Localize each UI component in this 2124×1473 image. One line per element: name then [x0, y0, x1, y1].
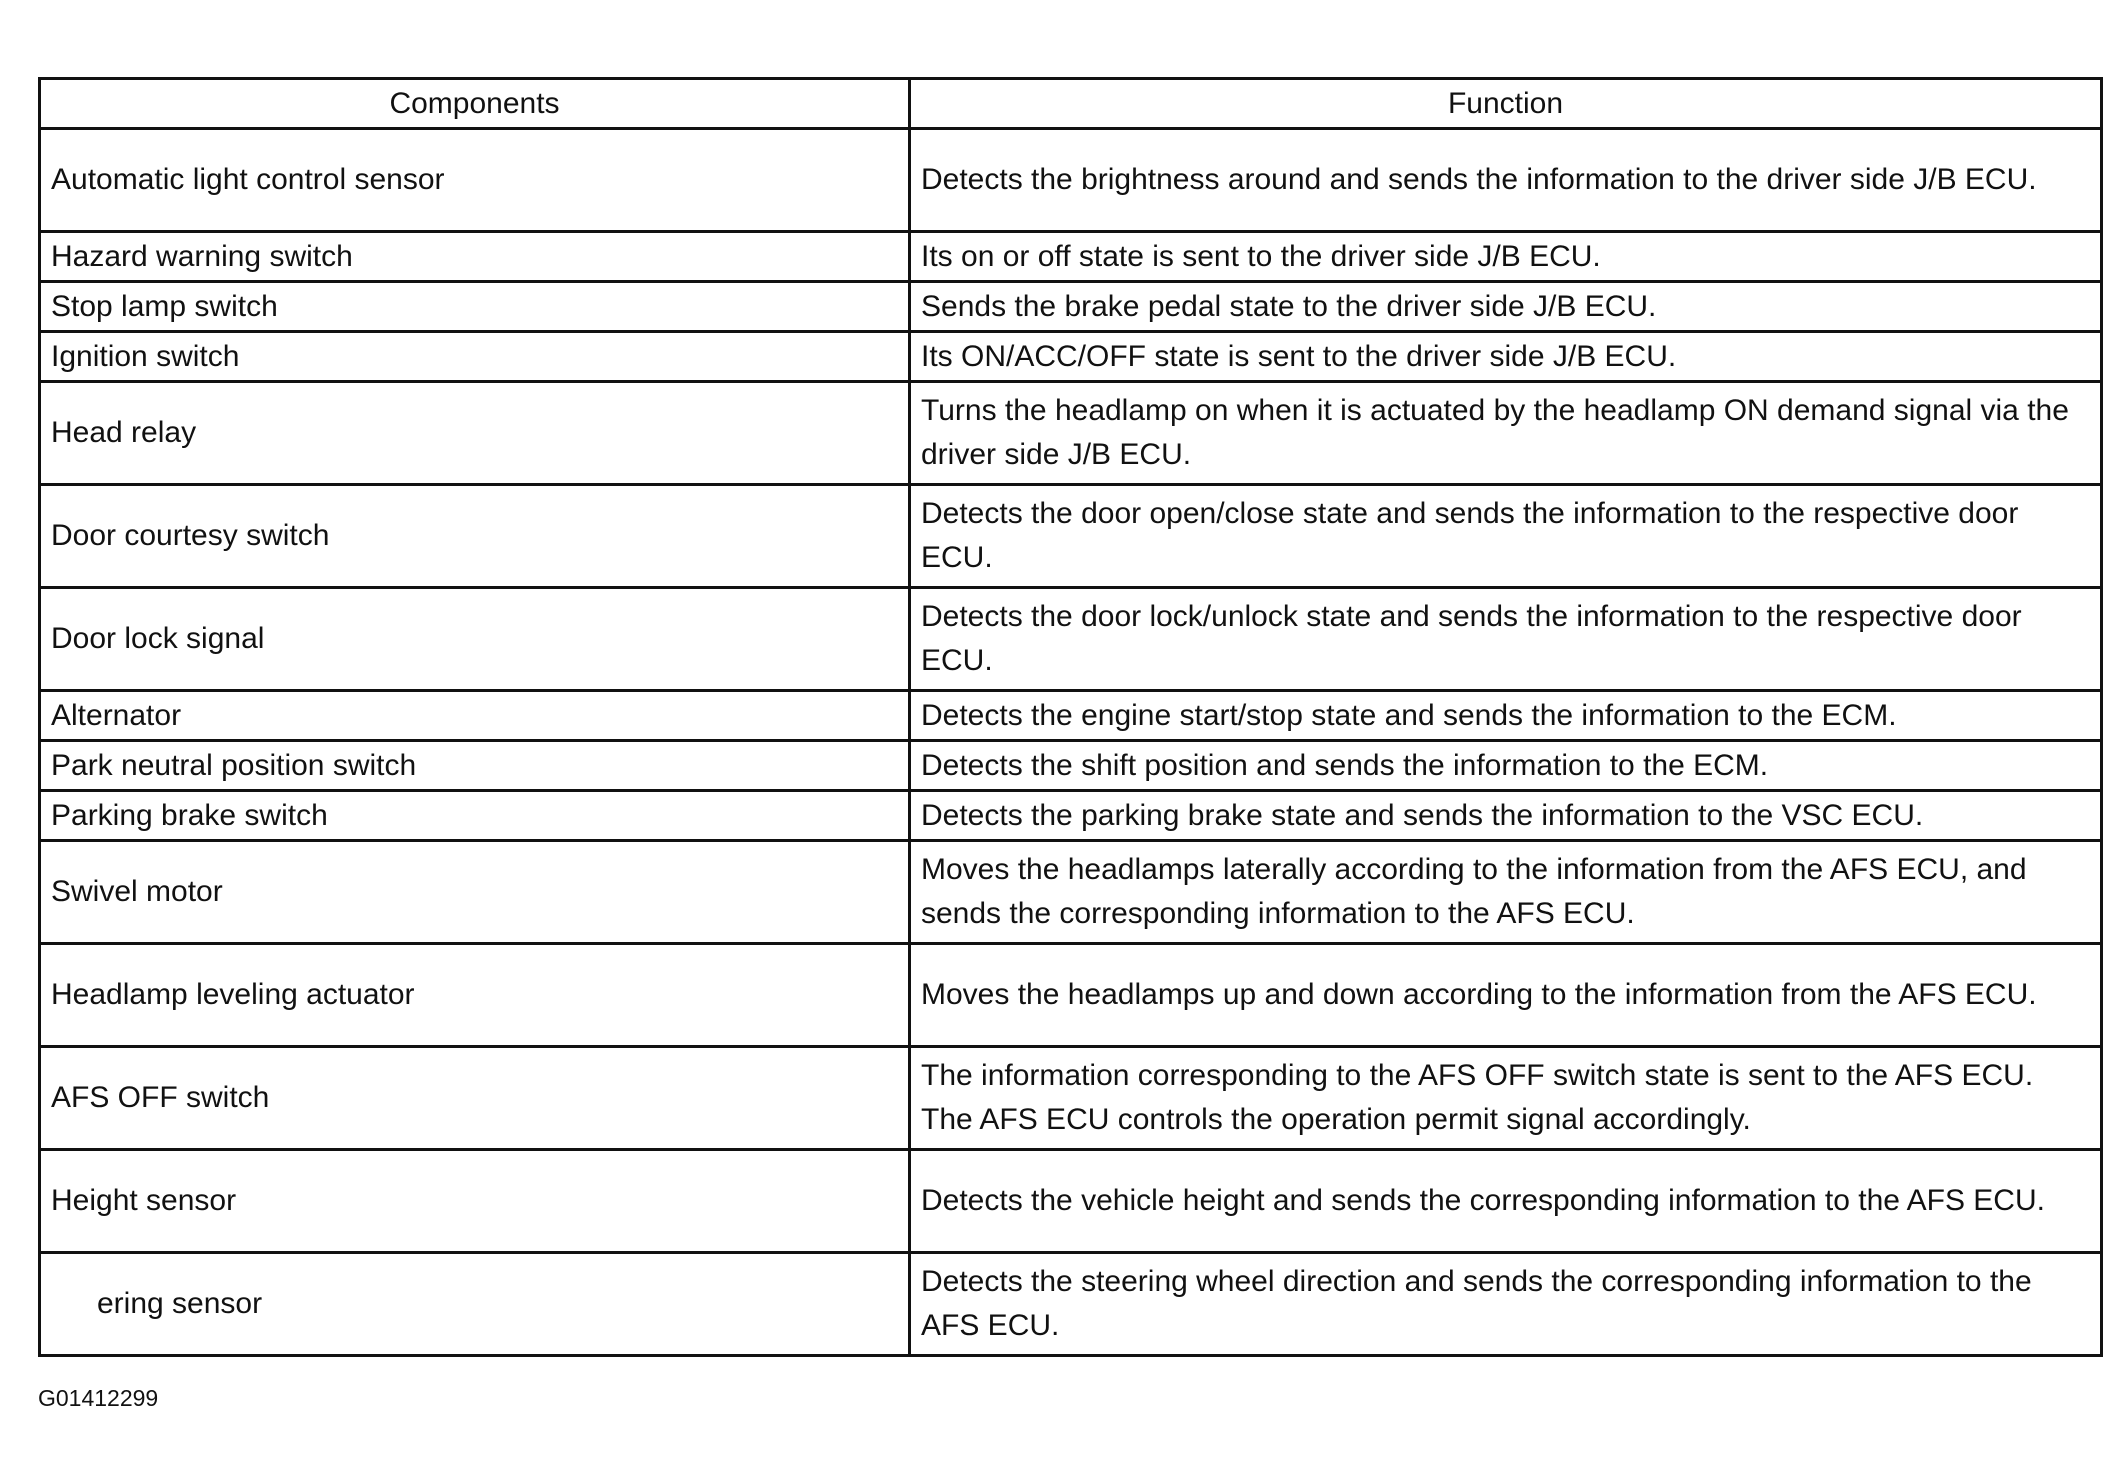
component-cell: Park neutral position switch — [40, 741, 910, 791]
component-cell: Door lock signal — [40, 588, 910, 691]
table-row — [40, 129, 2102, 232]
function-cell: The information corresponding to the AFS OFF switch state is sent to the AFS ECU. The AFS ECU controls the operation permit signal accordingly. — [910, 1047, 2102, 1150]
table-row — [40, 232, 2102, 282]
component-cell: Automatic light control sensor — [40, 129, 910, 232]
header-components: Components — [40, 79, 910, 129]
table-row — [40, 382, 2102, 485]
table-row — [40, 841, 2102, 944]
function-cell: Detects the door lock/unlock state and sends the information to the respective door ECU. — [910, 588, 2102, 691]
header-function: Function — [910, 79, 2102, 129]
function-cell: Detects the door open/close state and sends the information to the respective door ECU. — [910, 485, 2102, 588]
component-cell: Swivel motor — [40, 841, 910, 944]
table-row — [40, 691, 2102, 741]
table-row — [40, 1253, 2102, 1356]
component-cell: Head relay — [40, 382, 910, 485]
component-cell: ering sensor — [40, 1253, 910, 1356]
component-cell: AFS OFF switch — [40, 1047, 910, 1150]
component-cell: Parking brake switch — [40, 791, 910, 841]
table-row — [40, 332, 2102, 382]
component-cell: Hazard warning switch — [40, 232, 910, 282]
function-cell: Detects the steering wheel direction and sends the corresponding information to the AFS ECU. — [910, 1253, 2102, 1356]
function-cell: Moves the headlamps laterally according to the information from the AFS ECU, and sends the corresponding information to the AFS ECU. — [910, 841, 2102, 944]
function-cell: Detects the parking brake state and sends the information to the VSC ECU. — [910, 791, 2102, 841]
function-cell: Its ON/ACC/OFF state is sent to the driver side J/B ECU. — [910, 332, 2102, 382]
table-row — [40, 1150, 2102, 1253]
function-cell: Detects the vehicle height and sends the corresponding information to the AFS ECU. — [910, 1150, 2102, 1253]
table-row — [40, 588, 2102, 691]
table-row — [40, 741, 2102, 791]
function-cell: Sends the brake pedal state to the driver side J/B ECU. — [910, 282, 2102, 332]
components-function-table — [38, 77, 2103, 1357]
figure-id: G01412299 — [38, 1385, 159, 1411]
component-cell: Height sensor — [40, 1150, 910, 1253]
table-row — [40, 485, 2102, 588]
table-row — [40, 1047, 2102, 1150]
function-cell: Detects the engine start/stop state and sends the information to the ECM. — [910, 691, 2102, 741]
function-cell: Moves the headlamps up and down according to the information from the AFS ECU. — [910, 944, 2102, 1047]
function-cell: Detects the brightness around and sends the information to the driver side J/B ECU. — [910, 129, 2102, 232]
table-header-row — [40, 79, 2102, 129]
component-cell: Stop lamp switch — [40, 282, 910, 332]
table-row — [40, 944, 2102, 1047]
table-row — [40, 282, 2102, 332]
function-cell: Turns the headlamp on when it is actuated by the headlamp ON demand signal via the driver side J/B ECU. — [910, 382, 2102, 485]
component-cell: Headlamp leveling actuator — [40, 944, 910, 1047]
component-cell: Alternator — [40, 691, 910, 741]
component-cell: Ignition switch — [40, 332, 910, 382]
table-row — [40, 791, 2102, 841]
function-cell: Detects the shift position and sends the information to the ECM. — [910, 741, 2102, 791]
component-cell: Door courtesy switch — [40, 485, 910, 588]
function-cell: Its on or off state is sent to the driver side J/B ECU. — [910, 232, 2102, 282]
